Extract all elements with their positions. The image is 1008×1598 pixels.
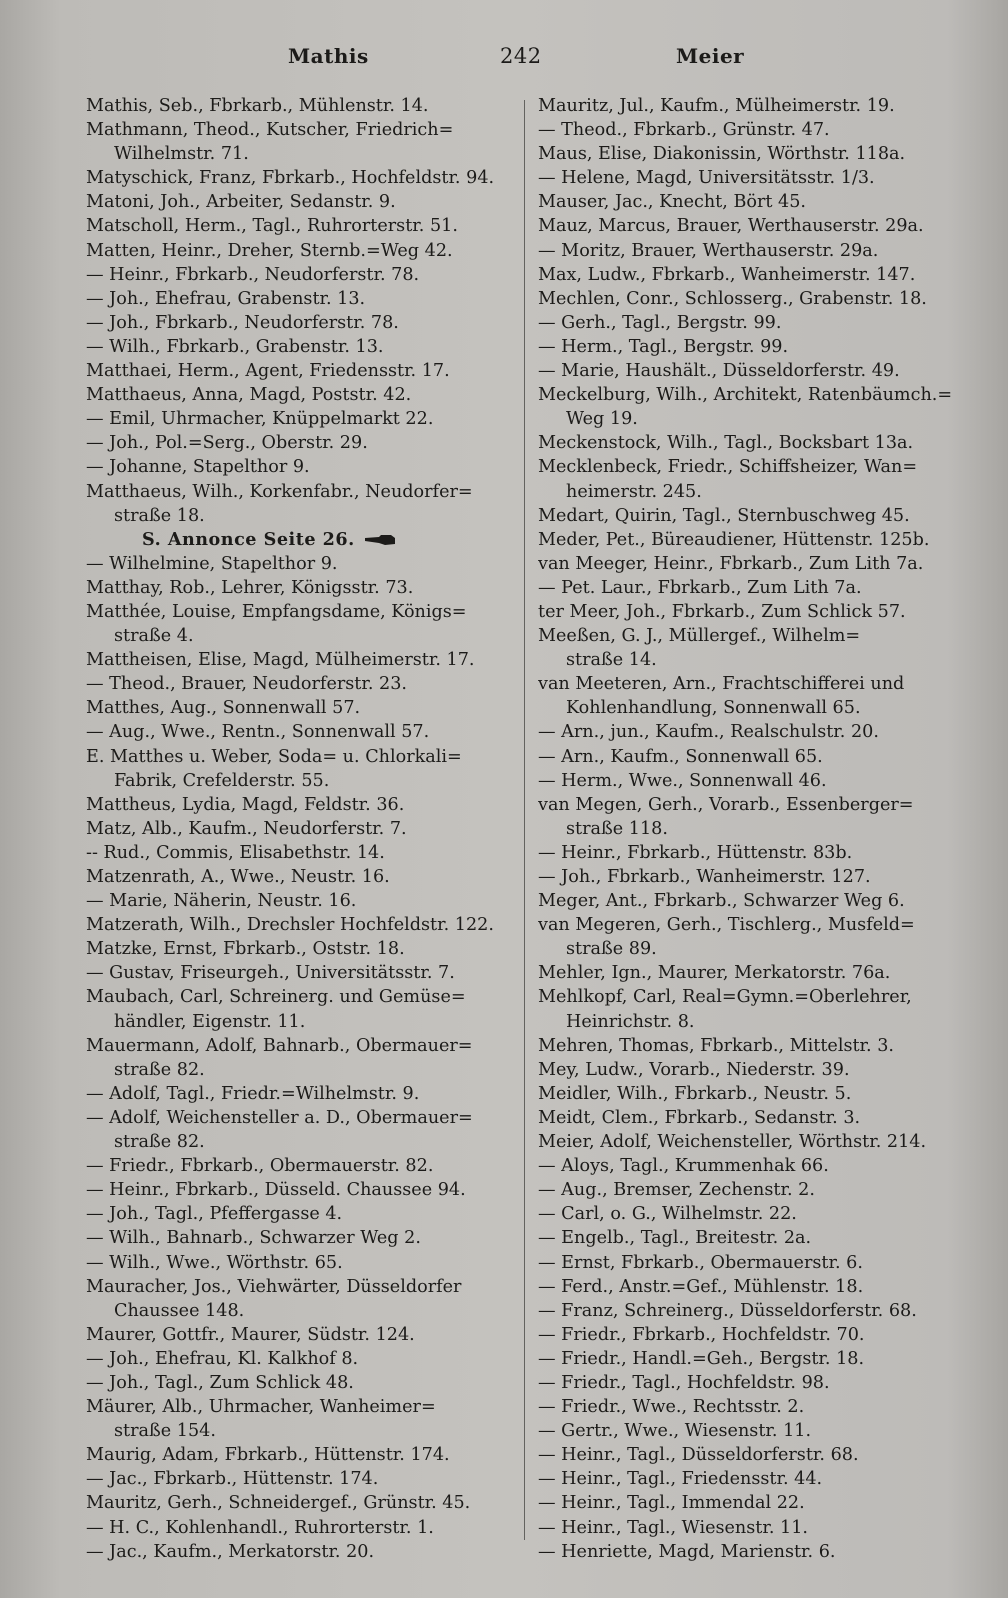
- directory-entry-line: [538, 745, 974, 769]
- directory-entry-line: [86, 1299, 518, 1323]
- directory-entry-line: [538, 383, 974, 407]
- directory-entry-line: [86, 1251, 518, 1275]
- entry-text: Meder, Pet., Büreaudiener, Hüttenstr. 125b.: [538, 529, 930, 550]
- entry-text: — Jac., Kaufm., Merkatorstr. 20.: [86, 1541, 375, 1562]
- entry-text: — Arn., jun., Kaufm., Realschulstr. 20.: [538, 722, 879, 743]
- directory-entry-line: [86, 1058, 518, 1082]
- directory-entry-line: [86, 1082, 518, 1106]
- directory-entry-line: [538, 142, 974, 166]
- entry-text: Meger, Ant., Fbrkarb., Schwarzer Weg 6.: [538, 891, 905, 912]
- directory-entry-line: [86, 1202, 518, 1226]
- entry-text: Mehlkopf, Carl, Real=Gymn.=Oberlehrer,: [538, 987, 912, 1008]
- entry-text: — Pet. Laur., Fbrkarb., Zum Lith 7a.: [538, 577, 862, 598]
- entry-text: straße 18.: [114, 505, 205, 526]
- entry-text: — Emil, Uhrmacher, Knüppelmarkt 22.: [86, 409, 434, 430]
- directory-entry-line: [86, 1154, 518, 1178]
- entry-text: — Heinr., Fbrkarb., Düsseld. Chaussee 94.: [86, 1180, 466, 1201]
- entry-text: — Wilh., Wwe., Wörthstr. 65.: [86, 1252, 343, 1273]
- entry-text: — Joh., Ehefrau, Grabenstr. 13.: [86, 288, 366, 309]
- entry-text: Meeßen, G. J., Müllergef., Wilhelm=: [538, 626, 861, 647]
- entry-text: — Gertr., Wwe., Wiesenstr. 11.: [538, 1421, 812, 1442]
- directory-entry-line: [86, 1467, 518, 1491]
- directory-entry-line: [538, 1130, 974, 1154]
- directory-entry-line: [86, 1395, 518, 1419]
- directory-entry-line: [86, 913, 518, 937]
- entry-text: Matthes, Aug., Sonnenwall 57.: [86, 698, 361, 719]
- running-head-left: Mathis: [288, 44, 369, 68]
- entry-text: Matthaeus, Wilh., Korkenfabr., Neudorfer=: [86, 481, 473, 502]
- entry-text: Matthaeus, Anna, Magd, Poststr. 42.: [86, 385, 412, 406]
- directory-entry-line: [538, 600, 974, 624]
- directory-entry-line: [86, 696, 518, 720]
- directory-entry-line: [86, 624, 518, 648]
- directory-entry-line: [86, 1540, 518, 1564]
- directory-entry-line: [538, 118, 974, 142]
- entry-text: Maus, Elise, Diakonissin, Wörthstr. 118a.: [538, 144, 906, 165]
- directory-entry-line: [86, 1275, 518, 1299]
- directory-entry-line: [538, 1516, 974, 1540]
- entry-text: — Aloys, Tagl., Krummenhak 66.: [538, 1156, 829, 1177]
- directory-entry-line: [538, 1106, 974, 1130]
- directory-entry-line: [538, 1251, 974, 1275]
- directory-entry-line: [86, 1226, 518, 1250]
- directory-entry-line: [538, 576, 974, 600]
- entry-text: — Marie, Näherin, Neustr. 16.: [86, 891, 357, 912]
- entry-text: Meidt, Clem., Fbrkarb., Sedanstr. 3.: [538, 1107, 861, 1128]
- entry-text: Mathis, Seb., Fbrkarb., Mühlenstr. 14.: [86, 96, 429, 116]
- entry-text: — Theod., Fbrkarb., Grünstr. 47.: [538, 120, 830, 141]
- entry-text: ter Meer, Joh., Fbrkarb., Zum Schlick 57.: [538, 601, 906, 622]
- entry-text: — Johanne, Stapelthor 9.: [86, 457, 310, 478]
- entry-text: — Wilh., Bahnarb., Schwarzer Weg 2.: [86, 1228, 421, 1249]
- entry-text: Medart, Quirin, Tagl., Sternbuschweg 45.: [538, 505, 910, 526]
- directory-entry-line: [538, 793, 974, 817]
- entry-text: Meckenstock, Wilh., Tagl., Bocksbart 13a.: [538, 433, 914, 454]
- entry-text: — Joh., Ehefrau, Kl. Kalkhof 8.: [86, 1348, 359, 1369]
- directory-entry-line: [86, 889, 518, 913]
- entry-text: — Herm., Wwe., Sonnenwall 46.: [538, 770, 827, 791]
- entry-text: — Friedr., Tagl., Hochfeldstr. 98.: [538, 1372, 830, 1393]
- entry-text: Mattheisen, Elise, Magd, Mülheimerstr. 17.: [86, 650, 475, 671]
- entry-text: E. Matthes u. Weber, Soda= u. Chlorkali=: [86, 746, 462, 767]
- entry-text: Wilhelmstr. 71.: [114, 144, 249, 165]
- entry-text: — Heinr., Tagl., Wiesenstr. 11.: [538, 1517, 809, 1538]
- entry-text: Matzerath, Wilh., Drechsler Hochfeldstr. 122.: [86, 915, 494, 936]
- directory-entry-line: [538, 480, 974, 504]
- directory-entry-line: [86, 407, 518, 431]
- entry-text: — H. C., Kohlenhandl., Ruhrorterstr. 1.: [86, 1517, 434, 1538]
- directory-entry-line: [86, 263, 518, 287]
- directory-entry-line: [86, 552, 518, 576]
- entry-text: heimerstr. 245.: [566, 481, 702, 502]
- directory-entry-line: [538, 263, 974, 287]
- directory-entry-line: [538, 239, 974, 263]
- directory-entry-line: [86, 142, 518, 166]
- entry-text: Mey, Ludw., Vorarb., Niederstr. 39.: [538, 1059, 850, 1080]
- running-head-right: Meier: [676, 44, 745, 68]
- entry-text: — Wilh., Fbrkarb., Grabenstr. 13.: [86, 336, 384, 357]
- entry-text: straße 4.: [114, 626, 194, 647]
- entry-text: — Heinr., Tagl., Düsseldorferstr. 68.: [538, 1445, 859, 1466]
- entry-text: van Meeteren, Arn., Frachtschifferei und: [538, 674, 905, 695]
- directory-entry-line: [538, 1154, 974, 1178]
- directory-entry-line: [86, 985, 518, 1009]
- directory-entry-line: [538, 672, 974, 696]
- entry-text: Chaussee 148.: [114, 1300, 245, 1321]
- entry-text: -- Rud., Commis, Elisabethstr. 14.: [86, 842, 385, 863]
- entry-text: — Friedr., Wwe., Rechtsstr. 2.: [538, 1397, 805, 1418]
- directory-entry-line: [86, 1491, 518, 1515]
- entry-text: — Adolf, Tagl., Friedr.=Wilhelmstr. 9.: [86, 1083, 420, 1104]
- directory-entry-line: [86, 1347, 518, 1371]
- directory-entry-line: [538, 455, 974, 479]
- directory-entry-line: [86, 793, 518, 817]
- directory-entry-line: [538, 431, 974, 455]
- entry-text: Matthay, Rob., Lehrer, Königsstr. 73.: [86, 577, 414, 598]
- directory-entry-line: [538, 696, 974, 720]
- directory-entry-line: [538, 1058, 974, 1082]
- entry-text: — Henriette, Magd, Marienstr. 6.: [538, 1541, 836, 1562]
- left-column: [86, 94, 518, 1564]
- directory-entry-line: [86, 600, 518, 624]
- entry-text: — Helene, Magd, Universitätsstr. 1/3.: [538, 168, 875, 189]
- directory-entry-line: [86, 817, 518, 841]
- directory-entry-line: [538, 407, 974, 431]
- directory-entry-line: [86, 1516, 518, 1540]
- entry-text: — Friedr., Handl.=Geh., Bergstr. 18.: [538, 1348, 865, 1369]
- directory-entry-line: [538, 1419, 974, 1443]
- entry-text: Mathmann, Theod., Kutscher, Friedrich=: [86, 120, 454, 141]
- directory-entry-line: [86, 383, 518, 407]
- entry-text: Meckelburg, Wilh., Architekt, Ratenbäumch.=: [538, 385, 953, 406]
- entry-text: straße 154.: [114, 1421, 216, 1442]
- entry-text: — Herm., Tagl., Bergstr. 99.: [538, 336, 789, 357]
- entry-text: S. Annonce Seite 26.: [142, 528, 355, 550]
- directory-entry-line: [538, 720, 974, 744]
- entry-text: Mauritz, Gerh., Schneidergef., Grünstr. 45.: [86, 1493, 471, 1514]
- entry-text: Matthée, Louise, Empfangsdame, Königs=: [86, 601, 467, 622]
- entry-text: straße 82.: [114, 1059, 205, 1080]
- entry-text: — Heinr., Tagl., Friedensstr. 44.: [538, 1469, 823, 1490]
- entry-text: Matscholl, Herm., Tagl., Ruhrorterstr. 51.: [86, 216, 458, 237]
- directory-entry-line: [538, 504, 974, 528]
- directory-entry-line: [86, 1010, 518, 1034]
- directory-entry-line: [86, 745, 518, 769]
- pointing-hand-icon: [363, 533, 397, 547]
- directory-entry-line: [86, 431, 518, 455]
- directory-entry-line: [538, 1323, 974, 1347]
- directory-entry-line: [86, 1178, 518, 1202]
- directory-entry-line: [538, 985, 974, 1009]
- directory-entry-line: [538, 190, 974, 214]
- directory-entry-line: [538, 648, 974, 672]
- entry-text: Max, Ludw., Fbrkarb., Wanheimerstr. 147.: [538, 264, 916, 285]
- directory-entry-line: [538, 287, 974, 311]
- directory-entry-line: [538, 166, 974, 190]
- directory-entry-line: [538, 1443, 974, 1467]
- directory-entry-line: [86, 214, 518, 238]
- directory-entry-line: [86, 94, 518, 118]
- entry-text: Mauser, Jac., Knecht, Bört 45.: [538, 192, 807, 213]
- directory-entry-line: [538, 1347, 974, 1371]
- directory-entry-line: [538, 865, 974, 889]
- entry-text: Matzke, Ernst, Fbrkarb., Oststr. 18.: [86, 939, 405, 960]
- directory-entry-line: [86, 1323, 518, 1347]
- directory-entry-line: [86, 961, 518, 985]
- entry-text: — Aug., Wwe., Rentn., Sonnenwall 57.: [86, 722, 430, 743]
- directory-entry-line: [86, 239, 518, 263]
- entry-text: — Adolf, Weichensteller a. D., Obermauer=: [86, 1107, 473, 1128]
- directory-entry-line: [86, 648, 518, 672]
- directory-entry-line: [86, 504, 518, 528]
- entry-text: Mauracher, Jos., Viehwärter, Düsseldorfer: [86, 1276, 462, 1297]
- entry-text: Mecklenbeck, Friedr., Schiffsheizer, Wan=: [538, 457, 918, 478]
- entry-text: Mauritz, Jul., Kaufm., Mülheimerstr. 19.: [538, 96, 895, 116]
- entry-text: Weg 19.: [566, 409, 638, 430]
- directory-entry-line: [86, 1034, 518, 1058]
- directory-entry-line: [86, 937, 518, 961]
- directory-entry-line: [86, 1130, 518, 1154]
- entry-text: Fabrik, Crefelderstr. 55.: [114, 770, 330, 791]
- entry-text: — Joh., Pol.=Serg., Oberstr. 29.: [86, 433, 368, 454]
- column-divider: [524, 100, 525, 1540]
- entry-text: — Heinr., Fbrkarb., Hüttenstr. 83b.: [538, 842, 853, 863]
- directory-entry-line: [86, 166, 518, 190]
- directory-entry-line: [86, 287, 518, 311]
- entry-text: — Ernst, Fbrkarb., Obermauerstr. 6.: [538, 1252, 863, 1273]
- entry-text: Matoni, Joh., Arbeiter, Sedanstr. 9.: [86, 192, 396, 213]
- entry-text: van Megeren, Gerh., Tischlerg., Musfeld=: [538, 915, 915, 936]
- entry-text: — Ferd., Anstr.=Gef., Mühlenstr. 18.: [538, 1276, 864, 1297]
- entry-text: Matthaei, Herm., Agent, Friedensstr. 17.: [86, 361, 450, 382]
- entry-text: Kohlenhandlung, Sonnenwall 65.: [566, 698, 861, 719]
- directory-entry-line: [538, 817, 974, 841]
- directory-entry-line: [86, 190, 518, 214]
- entry-text: — Joh., Fbrkarb., Wanheimerstr. 127.: [538, 867, 871, 887]
- directory-entry-line: [538, 1371, 974, 1395]
- directory-entry-line: [538, 359, 974, 383]
- entry-text: — Joh., Tagl., Zum Schlick 48.: [86, 1372, 354, 1393]
- entry-text: Meier, Adolf, Weichensteller, Wörthstr. 214.: [538, 1132, 927, 1153]
- directory-entry-line: [538, 335, 974, 359]
- directory-entry-line: [86, 359, 518, 383]
- entry-text: — Marie, Haushält., Düsseldorferstr. 49.: [538, 361, 900, 382]
- entry-text: — Aug., Bremser, Zechenstr. 2.: [538, 1180, 815, 1201]
- page-number: 242: [500, 44, 542, 68]
- directory-entry-line: [86, 720, 518, 744]
- entry-text: — Joh., Fbrkarb., Neudorferstr. 78.: [86, 312, 399, 333]
- directory-entry-line: [538, 1082, 974, 1106]
- directory-entry-line: [538, 889, 974, 913]
- entry-text: — Arn., Kaufm., Sonnenwall 65.: [538, 746, 823, 767]
- entry-text: — Gerh., Tagl., Bergstr. 99.: [538, 312, 782, 333]
- entry-text: — Engelb., Tagl., Breitestr. 2a.: [538, 1228, 812, 1249]
- entry-text: — Moritz, Brauer, Werthauserstr. 29a.: [538, 240, 879, 261]
- directory-entry-line: [538, 311, 974, 335]
- entry-text: Matz, Alb., Kaufm., Neudorferstr. 7.: [86, 818, 407, 839]
- directory-entry-line: [538, 1467, 974, 1491]
- directory-entry-line: [538, 841, 974, 865]
- directory-entry-line: [538, 528, 974, 552]
- entry-text: van Megen, Gerh., Vorarb., Essenberger=: [538, 794, 914, 815]
- entry-text: straße 82.: [114, 1132, 205, 1153]
- entry-text: — Theod., Brauer, Neudorferstr. 23.: [86, 674, 408, 695]
- directory-entry-line: [538, 1178, 974, 1202]
- directory-entry-line: [86, 769, 518, 793]
- directory-entry-line: [86, 841, 518, 865]
- right-column: [538, 94, 974, 1564]
- directory-entry-line: [86, 455, 518, 479]
- directory-entry-line: [538, 1540, 974, 1564]
- entry-text: Meidler, Wilh., Fbrkarb., Neustr. 5.: [538, 1083, 852, 1104]
- directory-entry-line: [538, 94, 974, 118]
- directory-entry-line: [538, 1275, 974, 1299]
- entry-text: händler, Eigenstr. 11.: [114, 1011, 306, 1032]
- entry-text: van Meeger, Heinr., Fbrkarb., Zum Lith 7a.: [538, 553, 924, 574]
- entry-text: Mauermann, Adolf, Bahnarb., Obermauer=: [86, 1035, 473, 1056]
- directory-entry-line: [86, 1106, 518, 1130]
- entry-text: Maurer, Gottfr., Maurer, Südstr. 124.: [86, 1324, 415, 1345]
- entry-text: — Joh., Tagl., Pfeffergasse 4.: [86, 1204, 343, 1225]
- entry-text: — Friedr., Fbrkarb., Obermauerstr. 82.: [86, 1156, 434, 1177]
- entry-text: — Franz, Schreinerg., Düsseldorferstr. 68.: [538, 1300, 917, 1321]
- directory-entry-line: [538, 1034, 974, 1058]
- directory-entry-line: [86, 865, 518, 889]
- directory-entry-line: [538, 214, 974, 238]
- entry-text: Mehler, Ign., Maurer, Merkatorstr. 76a.: [538, 963, 891, 984]
- entry-text: Maubach, Carl, Schreinerg. und Gemüse=: [86, 987, 466, 1008]
- directory-entry-line: [538, 769, 974, 793]
- directory-entry-line: [86, 480, 518, 504]
- directory-entry-line: [538, 1395, 974, 1419]
- directory-entry-line: [86, 118, 518, 142]
- entry-text: Maurig, Adam, Fbrkarb., Hüttenstr. 174.: [86, 1445, 450, 1466]
- entry-text: — Carl, o. G., Wilhelmstr. 22.: [538, 1204, 797, 1225]
- directory-entry-line: [86, 311, 518, 335]
- entry-text: straße 14.: [566, 650, 657, 671]
- directory-entry-line: [86, 672, 518, 696]
- directory-entry-line: [538, 1010, 974, 1034]
- directory-entry-line: [86, 1443, 518, 1467]
- entry-text: Matyschick, Franz, Fbrkarb., Hochfeldstr. 94.: [86, 168, 495, 189]
- directory-entry-line: [538, 961, 974, 985]
- annonce-note: [86, 528, 518, 552]
- directory-entry-line: [538, 552, 974, 576]
- directory-entry-line: [538, 1202, 974, 1226]
- entry-text: — Wilhelmine, Stapelthor 9.: [86, 553, 338, 574]
- entry-text: straße 118.: [566, 818, 668, 839]
- entry-text: — Heinr., Tagl., Immendal 22.: [538, 1493, 805, 1514]
- entry-text: Mäurer, Alb., Uhrmacher, Wanheimer=: [86, 1397, 436, 1418]
- directory-entry-line: [538, 1226, 974, 1250]
- directory-entry-line: [86, 335, 518, 359]
- directory-entry-line: [538, 937, 974, 961]
- entry-text: Heinrichstr. 8.: [566, 1011, 695, 1032]
- directory-entry-line: [538, 1491, 974, 1515]
- entry-text: Matten, Heinr., Dreher, Sternb.=Weg 42.: [86, 240, 453, 261]
- entry-text: Mauz, Marcus, Brauer, Werthauserstr. 29a.: [538, 216, 924, 237]
- entry-text: Matzenrath, A., Wwe., Neustr. 16.: [86, 867, 390, 887]
- entry-text: Mattheus, Lydia, Magd, Feldstr. 36.: [86, 794, 405, 815]
- directory-entry-line: [538, 913, 974, 937]
- entry-text: Mechlen, Conr., Schlosserg., Grabenstr. 18.: [538, 288, 927, 309]
- entry-text: — Gustav, Friseurgeh., Universitätsstr. 7.: [86, 963, 455, 984]
- directory-entry-line: [86, 1371, 518, 1395]
- directory-entry-line: [538, 1299, 974, 1323]
- entry-text: — Heinr., Fbrkarb., Neudorferstr. 78.: [86, 264, 420, 285]
- entry-text: straße 89.: [566, 939, 657, 960]
- directory-entry-line: [538, 624, 974, 648]
- entry-text: Mehren, Thomas, Fbrkarb., Mittelstr. 3.: [538, 1035, 894, 1056]
- directory-entry-line: [86, 576, 518, 600]
- entry-text: — Friedr., Fbrkarb., Hochfeldstr. 70.: [538, 1324, 865, 1345]
- directory-entry-line: [86, 1419, 518, 1443]
- entry-text: — Jac., Fbrkarb., Hüttenstr. 174.: [86, 1469, 379, 1490]
